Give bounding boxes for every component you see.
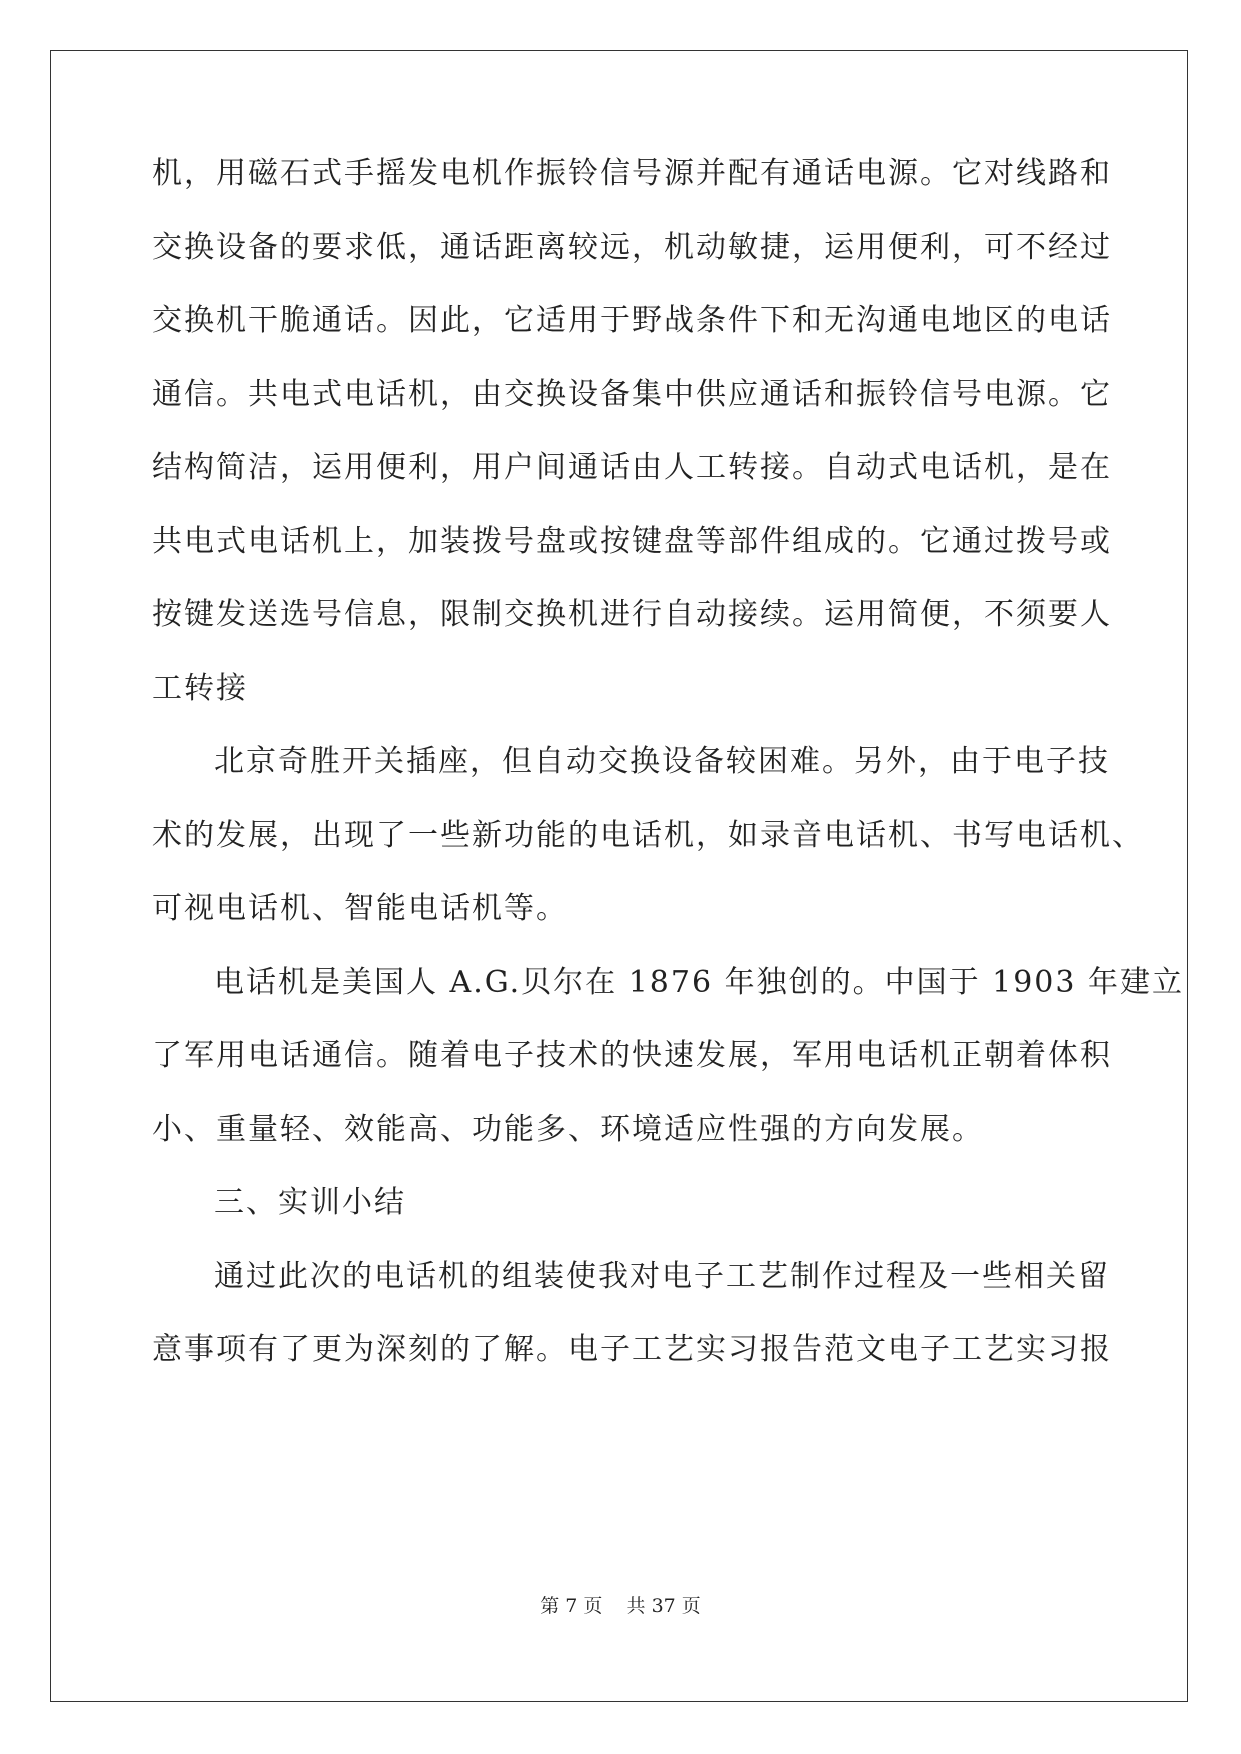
body-text-line: 意事项有了更为深刻的了解。电子工艺实习报告范文电子工艺实习报 [152,1332,1112,1367]
section-heading: 三、实训小结 [214,1185,406,1220]
body-text-line: 小、重量轻、效能高、功能多、环境适应性强的方向发展。 [152,1112,984,1147]
body-text-line: 机，用磁石式手摇发电机作振铃信号源并配有通话电源。它对线路和 [152,156,1112,191]
page-footer [0,1594,1241,1618]
body-text-line: 结构简洁，运用便利，用户间通话由人工转接。自动式电话机，是在 [152,450,1112,485]
paragraph-start-line: 通过此次的电话机的组装使我对电子工艺制作过程及一些相关留 [214,1259,1110,1294]
body-text-line: 交换设备的要求低，通话距离较远，机动敏捷，运用便利，可不经过 [152,230,1112,265]
body-text-line: 工转接 [152,671,248,706]
body-text-line: 共电式电话机上，加装拨号盘或按键盘等部件组成的。它通过拨号或 [152,524,1112,559]
body-text-line: 可视电话机、智能电话机等。 [152,891,568,926]
page-border [50,50,1188,1702]
paragraph-start-line: 北京奇胜开关插座，但自动交换设备较困难。另外，由于电子技 [214,744,1110,779]
paragraph-start-line: 电话机是美国人 A.G.贝尔在 1876 年独创的。中国于 1903 年建立 [214,965,1185,1000]
body-text-line: 通信。共电式电话机，由交换设备集中供应通话和振铃信号电源。它 [152,377,1112,412]
body-text-line: 术的发展，出现了一些新功能的电话机，如录音电话机、书写电话机、 [152,818,1144,853]
page-number: 第 7 页 共 37 页 [540,1595,701,1617]
body-text-line: 交换机干脆通话。因此，它适用于野战条件下和无沟通电地区的电话 [152,303,1112,338]
body-text-line: 按键发送选号信息，限制交换机进行自动接续。运用简便，不须要人 [152,597,1112,632]
body-text-line: 了军用电话通信。随着电子技术的快速发展，军用电话机正朝着体积 [152,1038,1112,1073]
